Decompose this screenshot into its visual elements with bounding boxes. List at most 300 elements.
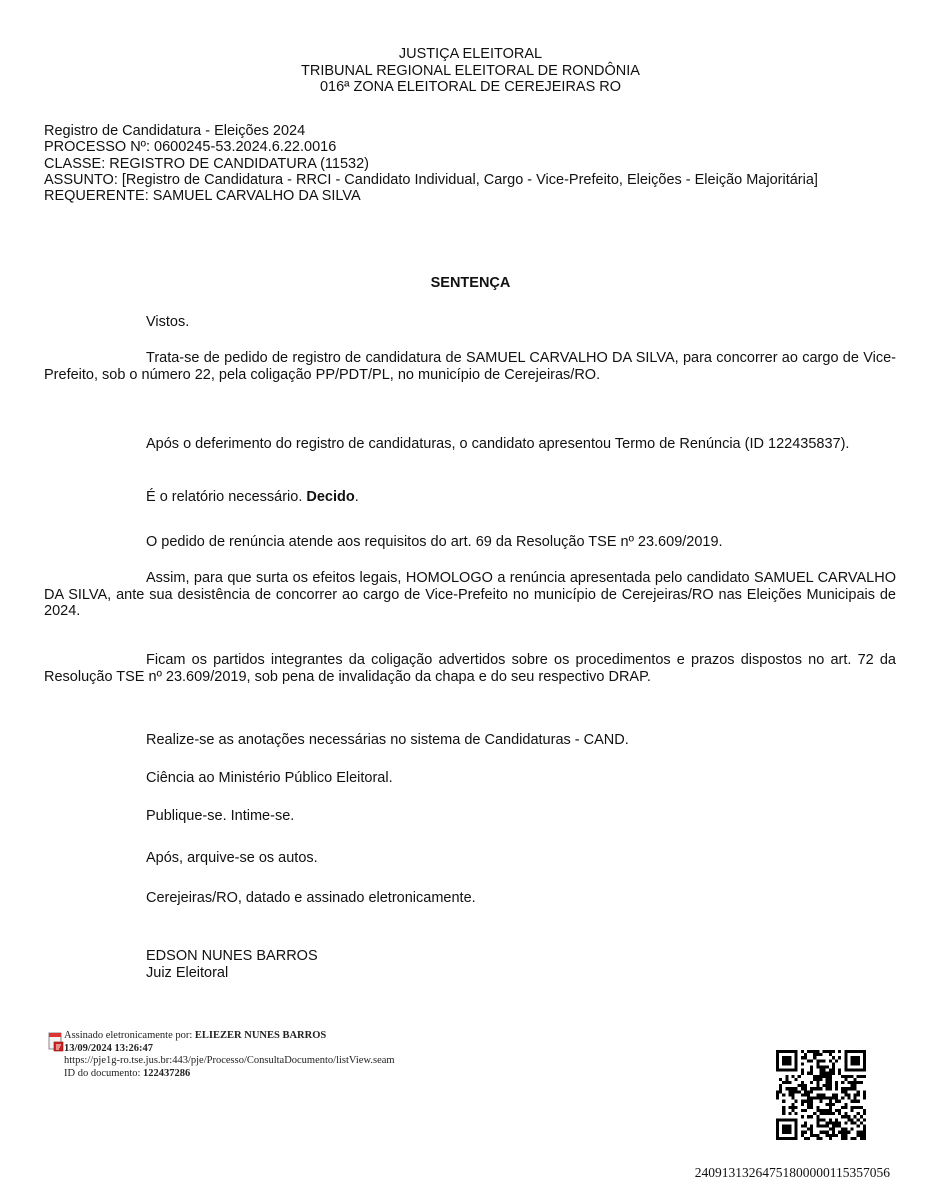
qr-module [826, 1081, 829, 1084]
paragraph-pedido: Trata-se de pedido de registro de candidatura de SAMUEL CARVALHO DA SILVA, para concorrer ao cargo de Vice-Prefeito, sob o número 22, pela coligação PP/PDT/PL, no município de Cerejeiras/RO. [44, 350, 896, 383]
qr-module [838, 1072, 841, 1075]
qr-module [776, 1097, 779, 1100]
qr-module [835, 1109, 838, 1112]
qr-module [829, 1072, 832, 1075]
qr-module [826, 1078, 829, 1081]
qr-module [854, 1097, 857, 1100]
relatorio-period: . [354, 489, 359, 505]
header-line-3: 016ª ZONA ELEITORAL DE CEREJEIRAS RO [319, 79, 622, 95]
qr-module [804, 1053, 807, 1056]
judge-signature [146, 948, 318, 982]
qr-module [801, 1100, 804, 1103]
qr-module [792, 1109, 795, 1112]
qr-module [807, 1050, 810, 1053]
qr-module [819, 1112, 822, 1115]
qr-module [816, 1050, 819, 1053]
qr-module [810, 1131, 813, 1134]
qr-module [838, 1124, 841, 1127]
qr-module [829, 1078, 832, 1081]
qr-module [782, 1093, 785, 1096]
qr-module [782, 1100, 785, 1103]
qr-module [819, 1059, 822, 1062]
qr-module [779, 1084, 782, 1087]
qr-module [854, 1093, 857, 1096]
qr-module [785, 1087, 788, 1090]
qr-module [841, 1106, 844, 1109]
qr-module [847, 1097, 850, 1100]
qr-module [788, 1087, 791, 1090]
qr-module [850, 1087, 853, 1090]
qr-module [835, 1118, 838, 1121]
qr-module [779, 1090, 782, 1093]
qr-module [826, 1121, 829, 1124]
qr-module [823, 1131, 826, 1134]
qr-module [801, 1131, 804, 1134]
qr-module [813, 1112, 816, 1115]
qr-module [813, 1050, 816, 1053]
qr-module [823, 1118, 826, 1121]
qr-module [841, 1128, 844, 1131]
signed-by-label: Assinado eletronicamente por: [64, 1030, 195, 1041]
signature-datetime [64, 1043, 395, 1056]
qr-module [857, 1124, 860, 1127]
qr-module [819, 1066, 822, 1069]
qr-module [850, 1081, 853, 1084]
qr-module [832, 1103, 835, 1106]
qr-module [801, 1124, 804, 1127]
qr-module [860, 1115, 863, 1118]
qr-module [850, 1137, 853, 1140]
qr-code [776, 1050, 866, 1140]
qr-module [813, 1056, 816, 1059]
qr-module [832, 1050, 835, 1053]
qr-module [841, 1134, 844, 1137]
qr-module [804, 1084, 807, 1087]
qr-module [829, 1075, 832, 1078]
qr-module [838, 1050, 841, 1053]
qr-module [854, 1137, 857, 1140]
qr-module [804, 1100, 807, 1103]
qr-module [801, 1062, 804, 1065]
qr-module [813, 1087, 816, 1090]
qr-module [788, 1093, 791, 1096]
qr-module [863, 1134, 866, 1137]
qr-module [798, 1075, 801, 1078]
qr-module [857, 1118, 860, 1121]
qr-module [792, 1090, 795, 1093]
qr-module [810, 1124, 813, 1127]
qr-module [832, 1066, 835, 1069]
qr-module [863, 1112, 866, 1115]
qr-module [857, 1112, 860, 1115]
qr-module [816, 1118, 819, 1121]
qr-module [835, 1059, 838, 1062]
judge-role: Juiz Eleitoral [146, 965, 229, 981]
qr-module [798, 1084, 801, 1087]
signed-by-line [64, 1030, 395, 1043]
qr-module [838, 1112, 841, 1115]
qr-module [816, 1106, 819, 1109]
case-metadata [44, 123, 894, 204]
stamp-text [64, 1030, 395, 1080]
qr-module [826, 1066, 829, 1069]
processo-line: PROCESSO Nº: 0600245-53.2024.6.22.0016 [44, 139, 337, 156]
qr-module [847, 1075, 850, 1078]
qr-module [804, 1087, 807, 1090]
qr-module [860, 1131, 863, 1134]
qr-module [823, 1050, 826, 1053]
qr-module [804, 1124, 807, 1127]
qr-module [819, 1075, 822, 1078]
qr-module [854, 1121, 857, 1124]
qr-module [860, 1134, 863, 1137]
qr-module [795, 1112, 798, 1115]
qr-module [838, 1056, 841, 1059]
pdf-signature-icon [48, 1032, 64, 1052]
qr-module [792, 1093, 795, 1096]
qr-module [838, 1131, 841, 1134]
qr-module [823, 1124, 826, 1127]
qr-module [801, 1081, 804, 1084]
qr-module [792, 1075, 795, 1078]
qr-module [850, 1056, 859, 1065]
qr-module [835, 1087, 838, 1090]
qr-module [782, 1109, 785, 1112]
qr-module [829, 1100, 832, 1103]
qr-module [823, 1059, 826, 1062]
qr-module [823, 1112, 826, 1115]
qr-module [844, 1106, 847, 1109]
qr-module [826, 1075, 829, 1078]
qr-module [807, 1106, 810, 1109]
qr-module [816, 1053, 819, 1056]
qr-module [829, 1121, 832, 1124]
qr-module [782, 1124, 791, 1133]
qr-module [819, 1124, 822, 1127]
qr-module [841, 1087, 844, 1090]
qr-module [804, 1109, 807, 1112]
qr-module [829, 1103, 832, 1106]
court-header [0, 46, 941, 96]
qr-module [826, 1134, 829, 1137]
qr-module [807, 1100, 810, 1103]
qr-module [807, 1103, 810, 1106]
qr-module [857, 1075, 860, 1078]
paragraph-relatorio [146, 489, 906, 506]
qr-module [810, 1069, 813, 1072]
qr-module [819, 1087, 822, 1090]
qr-module [857, 1134, 860, 1137]
qr-module [795, 1078, 798, 1081]
qr-module [844, 1112, 847, 1115]
qr-module [823, 1069, 826, 1072]
qr-module [841, 1097, 844, 1100]
qr-module [826, 1084, 829, 1087]
qr-module [841, 1115, 844, 1118]
qr-module [807, 1093, 810, 1096]
qr-module [854, 1106, 857, 1109]
signed-by-name: ELIEZER NUNES BARROS [194, 1030, 327, 1041]
qr-module [832, 1131, 835, 1134]
document-number: 24091313264751800000115357056 [694, 1165, 890, 1180]
qr-module [829, 1118, 832, 1121]
qr-module [832, 1069, 835, 1072]
paragraph-arquive: Após, arquive-se os autos. [146, 850, 318, 866]
qr-module [804, 1131, 807, 1134]
qr-module [810, 1097, 813, 1100]
document-id-line [64, 1068, 395, 1081]
qr-module [847, 1131, 850, 1134]
qr-module [798, 1090, 801, 1093]
qr-module [829, 1106, 832, 1109]
qr-module [832, 1112, 835, 1115]
qr-module [835, 1124, 838, 1127]
qr-module [816, 1066, 819, 1069]
qr-module [829, 1112, 832, 1115]
qr-module [847, 1118, 850, 1121]
qr-module [863, 1128, 866, 1131]
qr-module [829, 1134, 832, 1137]
qr-module [785, 1078, 788, 1081]
qr-module [788, 1081, 791, 1084]
qr-module [816, 1059, 819, 1062]
qr-module [863, 1075, 866, 1078]
qr-module [816, 1062, 819, 1065]
qr-module [854, 1100, 857, 1103]
qr-module [819, 1069, 822, 1072]
qr-module [792, 1087, 795, 1090]
qr-module [819, 1118, 822, 1121]
qr-module [810, 1066, 813, 1069]
qr-module [782, 1112, 785, 1115]
qr-module [823, 1093, 826, 1096]
qr-module [807, 1059, 810, 1062]
paragraph-local-data: Cerejeiras/RO, datado e assinado eletronicamente. [146, 890, 476, 906]
qr-module [801, 1072, 804, 1075]
qr-module [819, 1100, 822, 1103]
qr-module [841, 1081, 844, 1084]
assunto-line: ASSUNTO: [Registro de Candidatura - RRCI - Candidato Individual, Cargo - Vice-Prefeito, Eleições - Eleição Majoritária] [44, 171, 818, 188]
qr-module [816, 1097, 819, 1100]
qr-module [782, 1106, 785, 1109]
paragraph-renuncia: Após o deferimento do registro de candidaturas, o candidato apresentou Termo de Renúncia (ID 122435837). [146, 436, 850, 452]
qr-module [813, 1053, 816, 1056]
qr-module [801, 1069, 804, 1072]
qr-module [819, 1093, 822, 1096]
qr-module [779, 1087, 782, 1090]
qr-module [832, 1124, 835, 1127]
qr-module [829, 1050, 832, 1053]
qr-module [819, 1072, 822, 1075]
paragraph-ciencia: Ciência ao Ministério Público Eleitoral. [146, 770, 393, 786]
qr-module [823, 1109, 826, 1112]
qr-module [782, 1081, 785, 1084]
qr-module [816, 1093, 819, 1096]
qr-module [863, 1097, 866, 1100]
qr-module [801, 1103, 804, 1106]
qr-module [860, 1137, 863, 1140]
qr-module [863, 1124, 866, 1127]
qr-module [844, 1134, 847, 1137]
qr-module [829, 1069, 832, 1072]
qr-module [854, 1078, 857, 1081]
qr-module [816, 1078, 819, 1081]
qr-module [795, 1106, 798, 1109]
qr-module [795, 1090, 798, 1093]
qr-module [823, 1097, 826, 1100]
qr-module [816, 1137, 819, 1140]
qr-module [813, 1097, 816, 1100]
paragraph-anotacoes: Realize-se as anotações necessárias no sistema de Candidaturas - CAND. [146, 732, 629, 748]
qr-module [801, 1084, 804, 1087]
qr-module [826, 1124, 829, 1127]
qr-module [779, 1078, 782, 1081]
qr-module [810, 1050, 813, 1053]
document-title: SENTENÇA [430, 275, 511, 291]
qr-module [863, 1093, 866, 1096]
qr-module [863, 1109, 866, 1112]
qr-module [807, 1097, 810, 1100]
qr-module [819, 1109, 822, 1112]
qr-module [801, 1056, 804, 1059]
qr-module [816, 1124, 819, 1127]
qr-module [816, 1134, 819, 1137]
qr-module [792, 1103, 795, 1106]
qr-module [860, 1121, 863, 1124]
qr-module [776, 1090, 779, 1093]
qr-module [850, 1128, 853, 1131]
qr-module [804, 1056, 807, 1059]
qr-module [832, 1062, 835, 1065]
qr-module [819, 1137, 822, 1140]
qr-module [829, 1097, 832, 1100]
qr-module [857, 1100, 860, 1103]
header-line-2: TRIBUNAL REGIONAL ELEITORAL DE RONDÔNIA [301, 62, 640, 79]
qr-module [801, 1050, 804, 1053]
qr-module [838, 1100, 841, 1103]
qr-module [826, 1112, 829, 1115]
qr-module [854, 1084, 857, 1087]
qr-module [829, 1059, 832, 1062]
qr-module [813, 1134, 816, 1137]
qr-module [844, 1090, 847, 1093]
qr-module [795, 1087, 798, 1090]
qr-module [816, 1115, 819, 1118]
paragraph-homologo: Assim, para que surta os efeitos legais, HOMOLOGO a renúncia apresentada pelo candidato SAMUEL CARVALHO DA SILVA, ante sua desistência de concorrer ao cargo de Vice-Prefeito no município de Cerejeiras/RO nas Eleições Municipais de 2024. [44, 570, 896, 619]
qr-module [857, 1131, 860, 1134]
qr-module [826, 1072, 829, 1075]
qr-module [860, 1081, 863, 1084]
qr-module [801, 1093, 804, 1096]
qr-module [826, 1103, 829, 1106]
decido-text: Decido [306, 489, 355, 505]
qr-module [823, 1066, 826, 1069]
qr-module [835, 1084, 838, 1087]
qr-module [863, 1090, 866, 1093]
qr-module [807, 1115, 810, 1118]
qr-module [860, 1106, 863, 1109]
qr-module [810, 1128, 813, 1131]
verification-url[interactable]: https://pje1g-ro.tse.jus.br:443/pje/Processo/ConsultaDocumento/listView.seam [64, 1055, 395, 1066]
qr-module [844, 1087, 847, 1090]
classe-line: CLASSE: REGISTRO DE CANDIDATURA (11532) [44, 155, 369, 172]
qr-module [816, 1081, 819, 1084]
qr-module [857, 1093, 860, 1096]
qr-module [863, 1137, 866, 1140]
qr-module [863, 1131, 866, 1134]
qr-module [835, 1121, 838, 1124]
qr-module [854, 1087, 857, 1090]
qr-module [841, 1090, 844, 1093]
qr-module [810, 1072, 813, 1075]
qr-module [788, 1106, 791, 1109]
qr-module [819, 1078, 822, 1081]
qr-module [826, 1097, 829, 1100]
qr-module [832, 1093, 835, 1096]
qr-module [813, 1075, 816, 1078]
qr-module [844, 1121, 847, 1124]
qr-module [792, 1097, 795, 1100]
qr-module [850, 1100, 853, 1103]
qr-module [857, 1106, 860, 1109]
qr-module [801, 1109, 804, 1112]
qr-module [810, 1134, 813, 1137]
paragraph-publique: Publique-se. Intime-se. [146, 808, 295, 824]
qr-module [823, 1072, 826, 1075]
qr-module [826, 1109, 829, 1112]
qr-module [807, 1137, 810, 1140]
document-id-value: 122437286 [143, 1067, 191, 1079]
header-line-1: JUSTIÇA ELEITORAL [398, 46, 543, 62]
qr-module [810, 1087, 813, 1090]
qr-module [854, 1081, 857, 1084]
qr-module [788, 1090, 791, 1093]
qr-module [801, 1115, 804, 1118]
qr-module [829, 1053, 832, 1056]
qr-module [857, 1090, 860, 1093]
qr-module [844, 1103, 847, 1106]
judge-name: EDSON NUNES BARROS [146, 948, 318, 964]
qr-module [850, 1084, 853, 1087]
qr-module [841, 1131, 844, 1134]
qr-module [823, 1084, 826, 1087]
qr-module [847, 1087, 850, 1090]
qr-module [829, 1084, 832, 1087]
qr-module [838, 1121, 841, 1124]
qr-module [844, 1078, 847, 1081]
qr-module [850, 1106, 853, 1109]
qr-module [838, 1069, 841, 1072]
qr-module [829, 1081, 832, 1084]
qr-module [835, 1097, 838, 1100]
qr-module [844, 1093, 847, 1096]
qr-module [807, 1090, 810, 1093]
paragraph-vistos: Vistos. [146, 314, 190, 330]
qr-module [816, 1084, 819, 1087]
qr-module [847, 1081, 850, 1084]
qr-module [832, 1056, 835, 1059]
paragraph-advertencia: Ficam os partidos integrantes da coligação advertidos sobre os procedimentos e prazos dispostos no art. 72 da Resolução TSE nº 23.609/2019, sob pena de invalidação da chapa e do seu respectivo DRAP. [44, 652, 896, 685]
qr-module [844, 1128, 847, 1131]
qr-module [829, 1128, 832, 1131]
qr-module [816, 1109, 819, 1112]
qr-module [832, 1097, 835, 1100]
qr-module [835, 1134, 838, 1137]
paragraph-requisitos: O pedido de renúncia atende aos requisitos do art. 69 da Resolução TSE nº 23.609/2019. [146, 534, 723, 550]
qr-module [816, 1087, 819, 1090]
qr-module [795, 1100, 798, 1103]
qr-module [841, 1137, 844, 1140]
